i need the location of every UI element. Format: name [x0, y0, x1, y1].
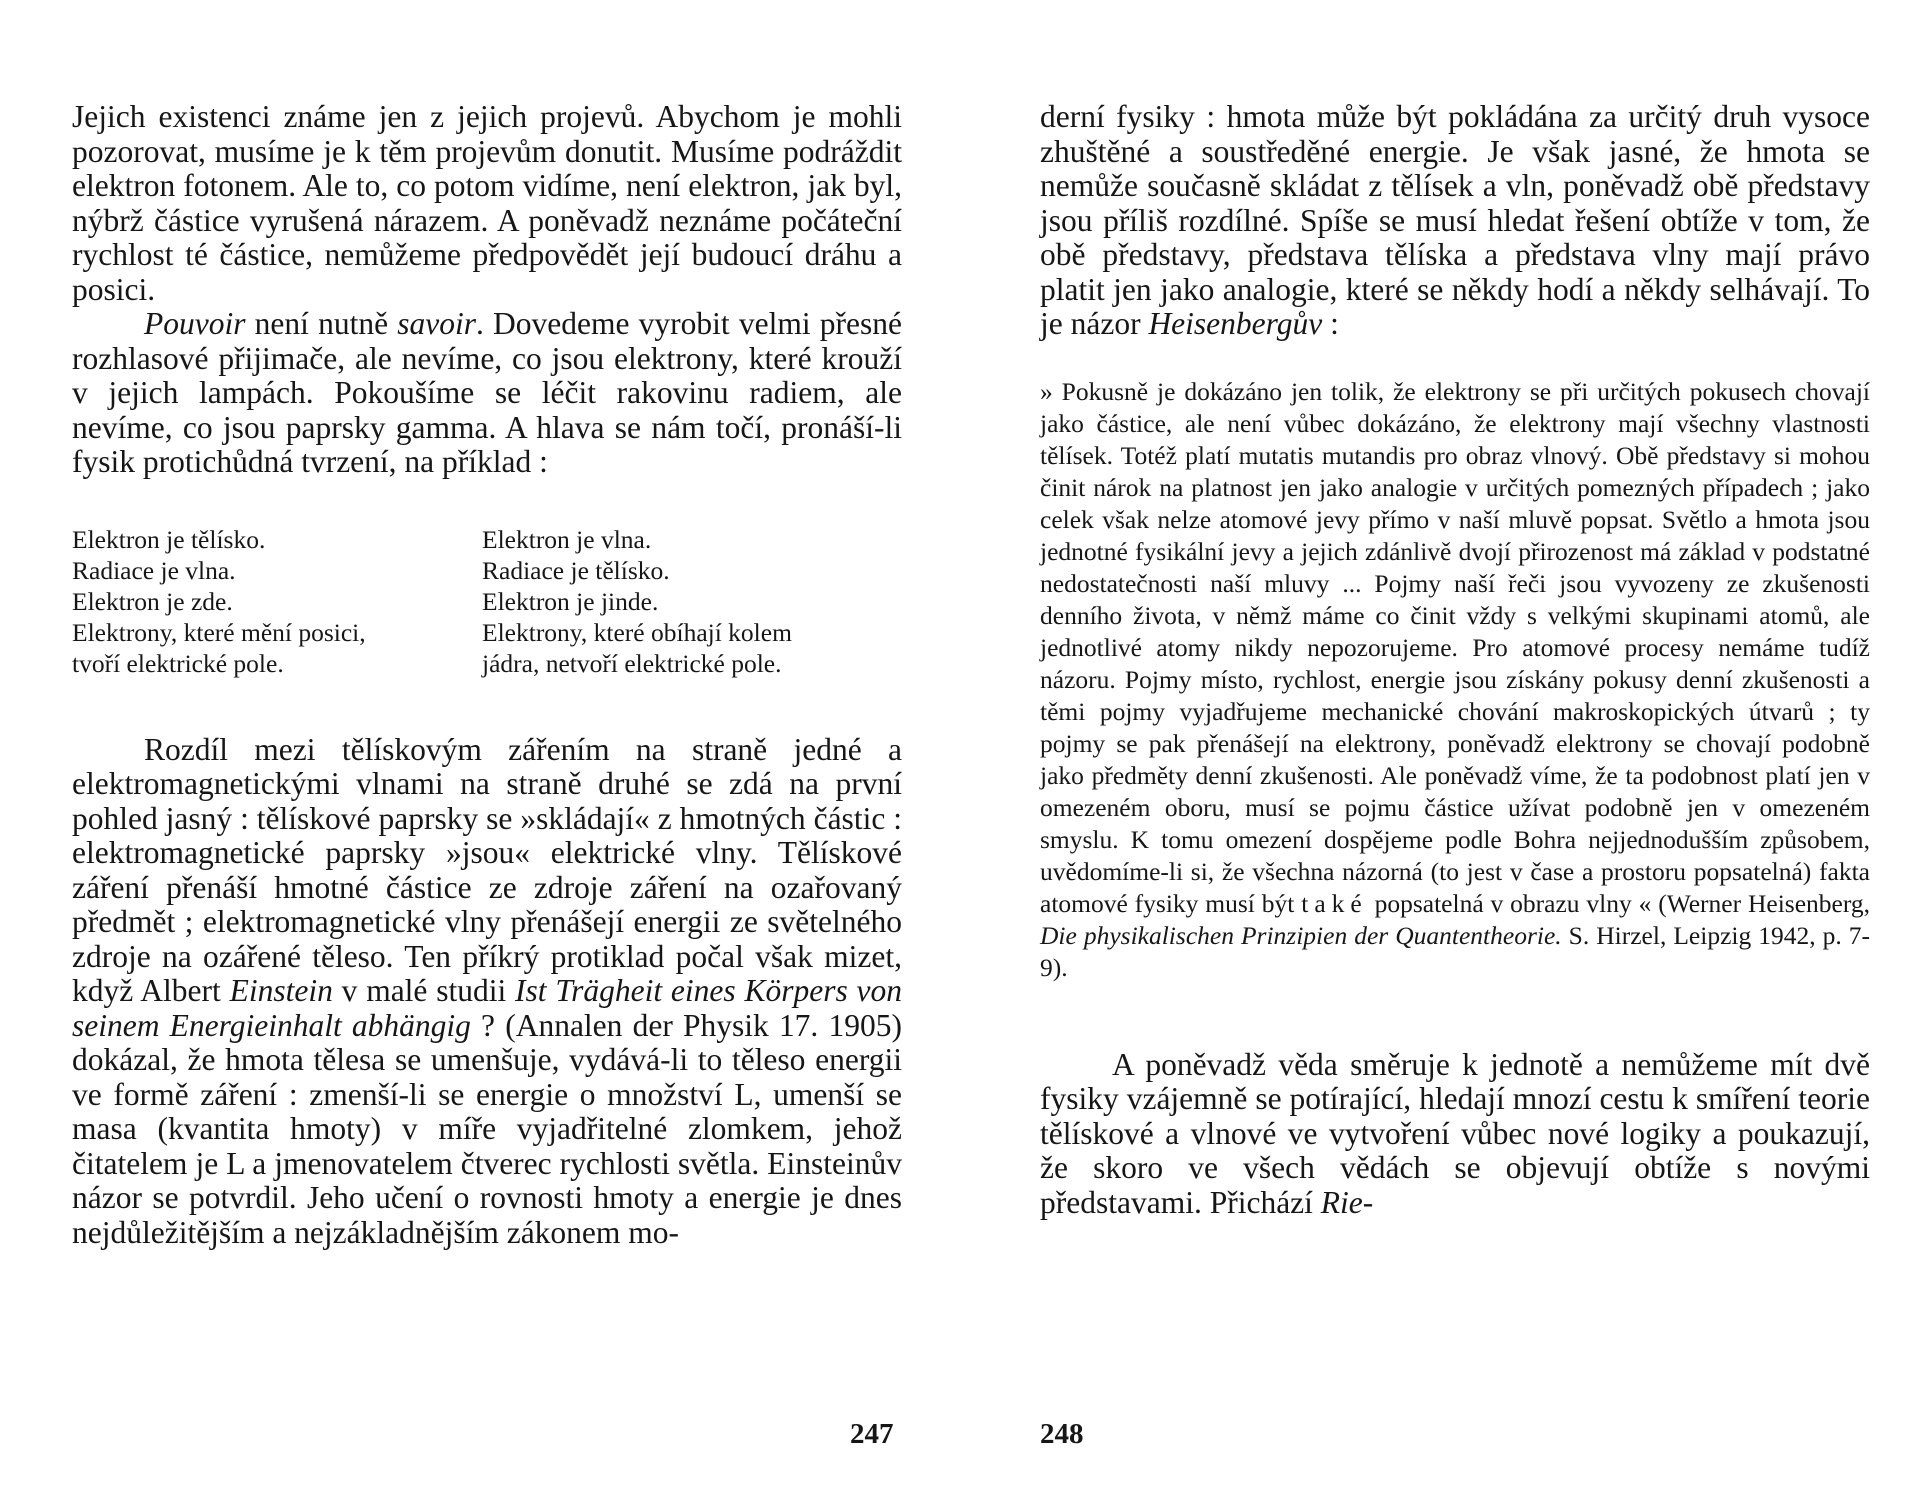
pair-right: jádra, netvoří elektrické pole. [482, 648, 782, 678]
block-quote [1040, 376, 1870, 984]
italic-term: Rie- [1320, 1184, 1374, 1220]
text-run: A poněvadž věda směruje k jednotě a nemůžeme mít dvě fysiky vzájemně se potírající, hledají mnozí cestu k smíření teorie tělískové a vlnové ve vytvoření vůbec nové logiky a poukazují, že skoro ve všech vědách se objevují obtíže s novými představami. Přichází [1040, 1046, 1870, 1220]
text-run: : [1322, 306, 1339, 341]
italic-term: Heisenbergův [1148, 306, 1323, 341]
page-number-right: 248 [1040, 1418, 1084, 1450]
text-run: S. Hirzel, Leipzig 1942, p. 7-9). [1040, 920, 1870, 982]
text-run: » Pokusně je dokázáno jen tolik, že elektrony se při určitých pokusech chovají jako částice, ale není vůbec dokázáno, že elektrony mají všechny vlastnosti tělísek. Totéž platí mutatis mutandis pro obraz vlnový. Obě představy si mohou činit nárok na platnost jen jako analogie v určitých pomezných případech ; jako celek však nelze atomové jevy přímo v naší mluvě popsat. Světlo a hmota jsou jednotné fysikální jevy a jejich zdánlivě dvojí přirozenost má základ v podstatné nedostatečnosti naší mluvy ... Pojmy naší řeči jsou vyvozeny ze zkušenosti denního života, v němž máme co činit vždy s velkými skupinami atomů, ale jednotlivé atomy nikdy nepozorujeme. Pro atomové procesy nemáme tudíž názoru. Pojmy místo, rychlost, energie jsou získány pokusy denní zkušenosti a těmi pojmy vyjadřujeme mechanické chování makroskopických útvarů ; ty pojmy se pak přenášejí na elektrony, poněvadž elektrony se chovají podobně jako předměty denní zkušenosti. Ale poněvadž víme, že ta podobnost platí jen v omezeném oboru, musí se pojmu částice užívat podobně jen v omezeném smyslu. K tomu omezení dospějeme podle Bohra nejjednodušším způsobem, uvědomíme-li si, že všechna názorná (to jest v čase a prostoru popsatelná) fakta atomové fysiky musí být [1040, 376, 1870, 918]
paragraph [1040, 100, 1870, 342]
pair-right: Elektron je jinde. [482, 586, 659, 616]
paragraph [72, 307, 902, 480]
paragraph: Jejich existenci známe jen z jejich projevů. Abychom je mohli pozorovat, musíme je k těm projevům donutit. Musíme podráždit elektron fotonem. Ale to, co potom vidíme, není elektron, jak byl, nýbrž částice vyrušená nárazem. A poněvadž neznáme počáteční rychlost té částice, nemůžeme předpovědět její budoucí dráhu a posici. [72, 99, 902, 307]
text-run: . Dovedeme vyrobit velmi přesné rozhlasové přijimače, ale nevíme, co jsou elektrony, které krouží v jejich lampách. Pokoušíme se léčit rakovinu radiem, ale nevíme, co jsou paprsky gamma. A hlava se nám točí, pronáší-li fysik protichůdná tvrzení, na příklad : [72, 306, 902, 479]
paragraph [1040, 1048, 1870, 1221]
left-page [72, 100, 902, 1250]
text-run: není nutně [245, 306, 398, 341]
contrast-pairs [72, 524, 902, 679]
pair-left: Elektron je tělísko. [72, 524, 266, 554]
text-run: derní fysiky : hmota může být pokládána za určitý druh vysoce zhuštěné a soustředěné energie. Je však jasné, že hmota se nemůže současně skládat z tělísek a vln, poněvadž obě představy jsou příliš rozdílné. Spíše se musí hledat řešení obtíže v tom, že obě představy, představa tělíska a představa vlny mají právo platit jen jako analogie, které se někdy hodí a někdy selhávají. To je názor [1040, 99, 1870, 341]
italic-title: Ist Trägheit eines Körpers von seinem Energieinhalt abhängig [72, 973, 902, 1043]
pair-right: Elektrony, které obíhají kolem [482, 617, 792, 647]
pair-left: Elektron je zde. [72, 586, 233, 616]
italic-title: Die physikalischen Prinzipien der Quantentheorie. [1040, 920, 1562, 950]
spaced-emphasis: také [1301, 888, 1368, 918]
right-page [1040, 100, 1870, 1220]
italic-term: Einstein [229, 973, 333, 1008]
pair-right: Radiace je tělísko. [482, 555, 670, 585]
pair-left: Radiace je vlna. [72, 555, 236, 585]
italic-term: Pouvoir [144, 306, 246, 341]
text-run: Rozdíl mezi tělískovým zářením na straně jedné a elektromagnetickými vlnami na straně druhé se zdá na první pohled jasný : tělískové paprsky se »skládají« z hmotných částic : elektromagnetické paprsky »jsou« elektrické vlny. Tělískové záření přenáší hmotné částice ze zdroje záření na ozařovaný předmět ; elektromagnetické vlny přenášejí energii ze světelného zdroje na ozářené těleso. Ten příkrý protiklad počal však mizet, když Albert [72, 731, 902, 1008]
text-run: popsatelná v obrazu vlny « (Werner Heisenberg, [1367, 888, 1871, 918]
page-number-left: 247 [850, 1418, 894, 1450]
italic-term: savoir [397, 306, 476, 341]
pair-left: Elektrony, které mění posici, [72, 617, 366, 647]
paragraph [72, 733, 902, 1251]
pair-left: tvoří elektrické pole. [72, 648, 284, 678]
text-run: v malé studii [332, 973, 516, 1008]
pair-right: Elektron je vlna. [482, 524, 652, 554]
text-run: ? (Annalen der Physik 17. 1905) dokázal, že hmota tělesa se umenšuje, vydává-li to těleso energii ve formě záření : zmenší-li se energie o množství L, umenší se masa (kvantita hmoty) v míře vyjadřitelné zlomkem, jehož čitatelem je L a jmenovatelem čtverec rychlosti světla. Einsteinův názor se potvrdil. Jeho učení o rovnosti hmoty a energie je dnes nejdůležitějším a nejzákladnějším zákonem mo- [72, 1007, 902, 1250]
